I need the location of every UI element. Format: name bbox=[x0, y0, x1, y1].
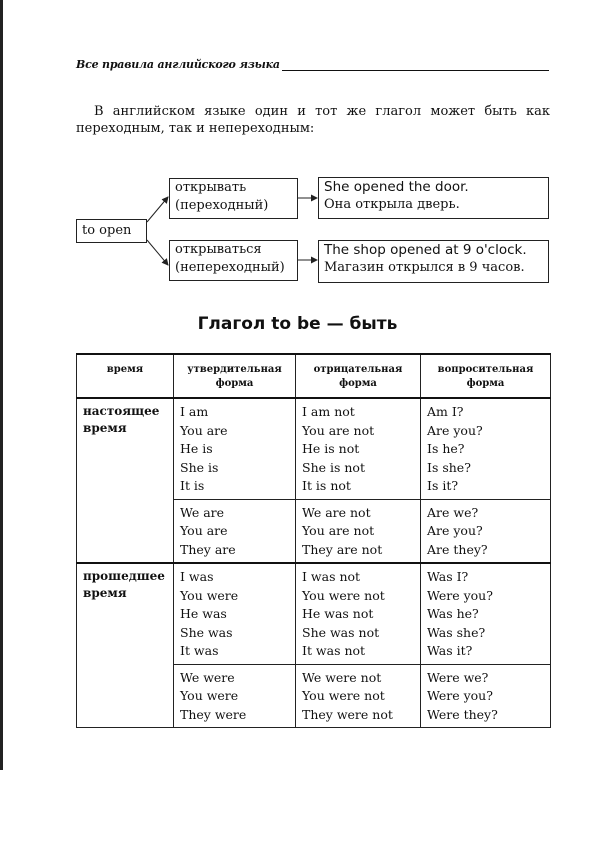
form-line: They are not bbox=[302, 541, 383, 557]
form-line: You were bbox=[180, 587, 239, 603]
header-time: время bbox=[77, 354, 174, 398]
form-line: You are not bbox=[302, 523, 375, 538]
form-line: It was not bbox=[302, 643, 366, 658]
question-cell bbox=[421, 499, 551, 563]
negative-cell bbox=[296, 499, 421, 563]
form-line: I am bbox=[180, 404, 209, 419]
form-line: He is bbox=[180, 441, 213, 456]
form-line: Is she? bbox=[427, 459, 471, 475]
form-line: She was not bbox=[302, 624, 380, 640]
table-row bbox=[77, 563, 551, 664]
form-line: It is bbox=[180, 478, 205, 493]
affirmative-cell bbox=[174, 664, 296, 728]
form-line: We were not bbox=[302, 669, 382, 685]
diagram-example-intransitive bbox=[318, 240, 549, 283]
diagram-root: to open bbox=[82, 223, 132, 238]
diagram-root-box bbox=[76, 219, 147, 243]
branch-type: (переходный) bbox=[175, 198, 269, 213]
affirmative-cell bbox=[174, 499, 296, 563]
form-line: Was I? bbox=[427, 569, 469, 584]
table-row bbox=[77, 398, 551, 499]
tense-cell: настоящее время bbox=[77, 398, 174, 563]
form-line: Are they? bbox=[427, 541, 488, 557]
form-line: He was bbox=[180, 606, 227, 621]
form-line: We were bbox=[180, 669, 235, 685]
form-line: Are we? bbox=[427, 504, 479, 520]
form-line: She was bbox=[180, 624, 233, 640]
table-header-row bbox=[77, 354, 551, 398]
question-cell bbox=[421, 398, 551, 499]
form-line: You are bbox=[180, 422, 228, 438]
branch-verb: открываться bbox=[175, 242, 262, 257]
form-line: Was he? bbox=[427, 606, 479, 621]
form-line: They are bbox=[180, 541, 236, 557]
intro-paragraph: В английском языке один и тот же глагол может быть как переходным, так и непереходным: bbox=[76, 104, 550, 136]
header-question: вопросительная форма bbox=[421, 354, 551, 398]
form-line: You were not bbox=[302, 587, 385, 603]
form-line: It is not bbox=[302, 478, 351, 493]
form-line: You are not bbox=[302, 422, 375, 438]
form-line: Is it? bbox=[427, 478, 459, 493]
form-line: Were you? bbox=[427, 587, 493, 603]
form-line: Am I? bbox=[427, 404, 464, 419]
form-line: Are you? bbox=[427, 422, 483, 438]
form-line: They were bbox=[180, 706, 247, 722]
form-line: You were bbox=[180, 688, 239, 703]
form-line: It was bbox=[180, 643, 219, 658]
negative-cell bbox=[296, 398, 421, 499]
affirmative-cell bbox=[174, 563, 296, 664]
example-en: The shop opened at 9 o'clock. bbox=[324, 242, 527, 258]
section-title: Глагол to be — быть bbox=[197, 314, 398, 334]
question-cell bbox=[421, 563, 551, 664]
negative-cell bbox=[296, 563, 421, 664]
form-line: I am not bbox=[302, 404, 355, 419]
form-line: You were not bbox=[302, 688, 385, 703]
form-line: I was bbox=[180, 569, 214, 584]
form-line: Are you? bbox=[427, 523, 483, 538]
branch-verb: открывать bbox=[175, 180, 247, 195]
form-line: He is not bbox=[302, 441, 360, 456]
form-line: Were they? bbox=[427, 706, 498, 722]
header-affirmative: утвердительная форма bbox=[174, 354, 296, 398]
form-line: Is he? bbox=[427, 441, 465, 456]
form-line: Was it? bbox=[427, 643, 473, 658]
arrow-to-intransitive bbox=[147, 240, 168, 265]
form-line: They were not bbox=[302, 706, 393, 722]
example-ru: Она открыла дверь. bbox=[324, 197, 460, 212]
arrow-to-transitive bbox=[147, 197, 168, 222]
diagram-branch-transitive bbox=[169, 178, 298, 219]
form-line: She is not bbox=[302, 459, 365, 475]
example-en: She opened the door. bbox=[324, 179, 469, 195]
form-line: Was she? bbox=[427, 624, 486, 640]
example-ru: Магазин открылся в 9 часов. bbox=[324, 260, 525, 275]
form-line: We are not bbox=[302, 504, 371, 520]
form-line: He was not bbox=[302, 606, 374, 621]
form-line: She is bbox=[180, 459, 219, 475]
negative-cell bbox=[296, 664, 421, 728]
branch-type: (непереходный) bbox=[175, 260, 285, 275]
form-line: Were you? bbox=[427, 688, 493, 703]
header-negative: отрицательная форма bbox=[296, 354, 421, 398]
form-line: We are bbox=[180, 504, 225, 520]
affirmative-cell bbox=[174, 398, 296, 499]
diagram-example-transitive bbox=[318, 177, 549, 219]
form-line: I was not bbox=[302, 569, 361, 584]
verb-to-be-table bbox=[76, 353, 551, 728]
tense-cell: прошедшее время bbox=[77, 563, 174, 728]
form-line: You are bbox=[180, 523, 228, 538]
diagram-branch-intransitive bbox=[169, 240, 298, 281]
form-line: Were we? bbox=[427, 669, 489, 685]
question-cell bbox=[421, 664, 551, 728]
header-title: Все правила английского языка bbox=[76, 58, 280, 71]
